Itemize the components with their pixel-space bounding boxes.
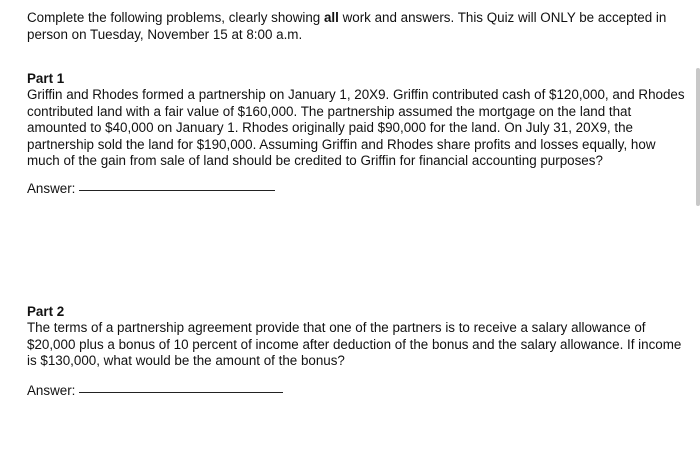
part-1-question: Griffin and Rhodes formed a partnership on January 1, 20X9. Griffin contributed cash of $120,000, and Rhodes contributed land with a fair value of $160,000. The partnership assumed the mortgage on the land that amounted to $40,000 on January 1. Rhodes originally paid $90,000 for the land. On July 31, 20X9, the partnership sold the land for $190,000. Assuming Griffin and Rhodes share profits and losses equally, how much of the gain from sale of land should be credited to Griffin for financial accounting purposes? [27,87,685,168]
part-1-answer-row [27,181,275,198]
part-2-answer-label: Answer: [27,383,76,398]
part-2-answer-row [27,383,283,400]
instructions-bold-all: all [323,10,339,25]
vertical-scrollbar[interactable] [696,68,700,206]
part-2-question: The terms of a partnership agreement provide that one of the partners is to receive a salary allowance of $20,000 plus a bonus of 10 percent of income after deduction of the bonus and the salary allowance. If income is $130,000, what would be the amount of the bonus? [27,320,682,368]
part-2-heading: Part 2 [27,304,65,319]
part-2-answer-blank[interactable] [79,391,283,393]
instructions-text-end: work and answers. This Quiz will ONLY be accepted in person on Tuesday, November 15 at 8:00 a.m. [27,10,667,42]
instructions-paragraph [27,10,689,43]
part-1-answer-blank[interactable] [79,189,275,191]
instructions-text-start: Complete the following problems, clearly showing [27,10,324,25]
part-1-answer-label: Answer: [27,181,76,196]
part-1-heading: Part 1 [27,71,65,86]
